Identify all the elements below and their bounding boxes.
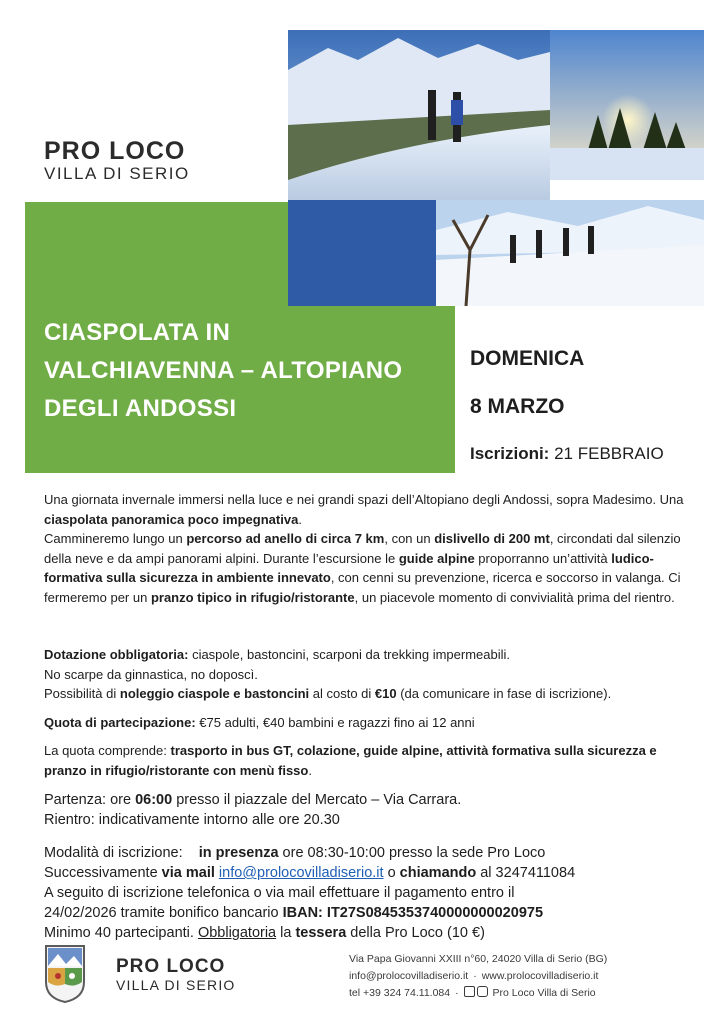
signup-mail-line: Successivamente via mail info@prolocovilladiserio.it o chiamando al 3247411084: [44, 865, 576, 881]
equipment-section: [44, 645, 684, 704]
signup-section: [44, 843, 684, 943]
event-date: [470, 344, 584, 422]
footer-brand-name: PRO LOCO: [116, 956, 226, 977]
title-line-2: VALCHIAVENNA – ALTOPIANO: [44, 357, 403, 384]
departure-line: Partenza: ore 06:00 presso il piazzale del Mercato – Via Carrara.: [44, 792, 462, 808]
footer-phone-social: tel +39 324 74.11.084 · Pro Loco Villa di Serio: [349, 987, 596, 999]
instagram-icon[interactable]: [477, 986, 488, 997]
rental-line: Possibilità di noleggio ciaspole e bastoncini al costo di €10 (da comunicare in fase di iscrizione).: [44, 686, 612, 701]
facebook-icon[interactable]: [464, 986, 475, 997]
signup-email-link[interactable]: info@prolocovilladiserio.it: [218, 865, 384, 881]
mountain-photo-collage: [288, 30, 704, 306]
registration-deadline: [470, 444, 664, 464]
includes-value: trasporto in bus GT, colazione, guide alpine, attività formativa sulla sicurezza e pranzo in rifugio/ristorante con menù fisso: [44, 743, 657, 778]
title-line-1: CIASPOLATA IN: [44, 319, 231, 346]
description-p2: Cammineremo lungo un percorso ad anello di circa 7 km, con un dislivello di 200 mt, circondati dal silenzio della neve e da ampi panorami alpini. Durante l’escursione le guide alpine proporranno un’attività ludico-formativa sulla sicurezza in ambiente innevato, con cenni su prevenzione, ricerca e soccorso in valanga. Ci fermeremo per un pranzo tipico in rifugio/ristorante, un piacevole momento di convivialità prima del rientro.: [44, 531, 681, 605]
footer-social-name: Pro Loco Villa di Serio: [492, 987, 596, 999]
brand-name: PRO LOCO: [44, 137, 186, 165]
footer-brand: [116, 957, 236, 994]
footer-links: info@prolocovilladiserio.it · www.prolocovilladiserio.it: [349, 970, 599, 982]
footer-brand-place: VILLA DI SERIO: [116, 977, 236, 993]
equipment-note: No scarpe da ginnastica, no doposcì.: [44, 666, 258, 682]
includes-label: La quota comprende:: [44, 743, 171, 758]
footer-email[interactable]: info@prolocovilladiserio.it: [349, 970, 469, 982]
footer-address: Via Papa Giovanni XXIII n°60, 24020 Villa di Serio (BG): [349, 953, 608, 965]
schedule-section: [44, 790, 684, 830]
brand-place: VILLA DI SERIO: [44, 164, 190, 183]
signup-mode-line: Modalità di iscrizione: in presenza ore 08:30-10:00 presso la sede Pro Loco: [44, 845, 546, 861]
return-line: Rientro: indicativamente intorno alle ore 20.30: [44, 812, 340, 828]
payment-line-1: A seguito di iscrizione telefonica o via mail effettuare il pagamento entro il: [44, 885, 515, 901]
event-title: [44, 314, 449, 428]
description: [44, 490, 684, 607]
fee-section: [44, 713, 684, 733]
registration-date: 21 FEBBRAIO: [554, 444, 664, 463]
event-day-number: 8 MARZO: [470, 395, 565, 418]
footer-website[interactable]: www.prolocovilladiserio.it: [481, 970, 599, 982]
fee-value: €75 adulti, €40 bambini e ragazzi fino ai 12 anni: [195, 715, 475, 730]
equipment-line: Dotazione obbligatoria: ciaspole, bastoncini, scarponi da trekking impermeabili.: [44, 647, 510, 662]
iban: IBAN: IT27S0845353740000000020975: [282, 905, 544, 921]
footer-phone: tel +39 324 74.11.084: [349, 987, 451, 999]
coat-of-arms-icon: [44, 944, 86, 1004]
event-day: DOMENICA: [470, 347, 585, 370]
header-brand: [44, 138, 190, 184]
title-line-3: DEGLI ANDOSSI: [44, 395, 237, 422]
includes-section: La quota comprende: trasporto in bus GT, colazione, guide alpine, attività formativa sulla sicurezza e pranzo in rifugio/ristorante con menù fisso.: [44, 743, 657, 778]
fee-label: Quota di partecipazione:: [44, 715, 196, 730]
registration-label: Iscrizioni:: [470, 444, 550, 463]
description-p1: Una giornata invernale immersi nella luce e nei grandi spazi dell’Altopiano degli Andossi, sopra Madesimo. Una ciaspolata panoramica poco impegnativa.: [44, 492, 684, 527]
footer-contacts: [349, 951, 607, 1002]
payment-line-2: 24/02/2026 tramite bonifico bancario IBAN: IT27S0845353740000000020975: [44, 905, 544, 921]
minimum-line: Minimo 40 partecipanti. Obbligatoria la tessera della Pro Loco (10 €): [44, 925, 485, 941]
